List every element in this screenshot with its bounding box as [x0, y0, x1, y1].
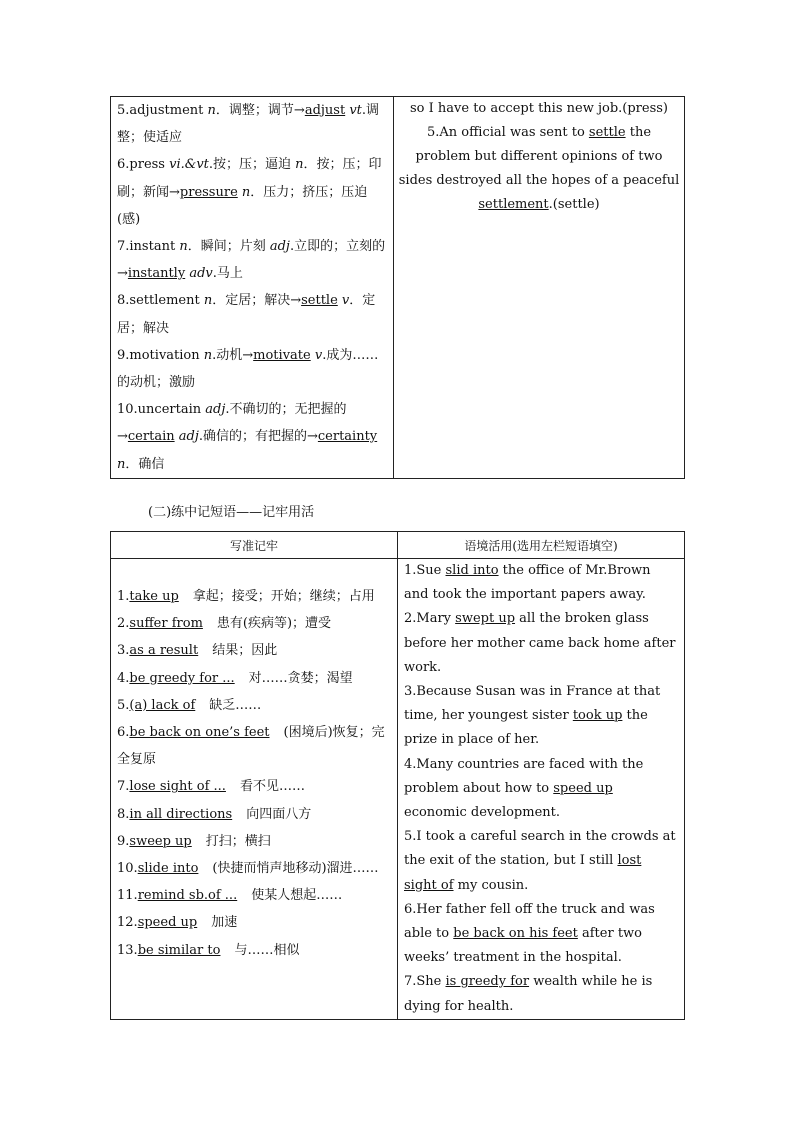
text: 4.Many countries are faced with the problem about how to	[404, 756, 644, 796]
answer-blank: swept up	[455, 611, 516, 627]
text: 10.uncertain	[117, 402, 206, 418]
phrase-number: 1.	[117, 589, 130, 604]
answer-blank: certain	[127, 429, 175, 445]
vocab-list	[111, 97, 394, 479]
phrase-answer: suffer from	[129, 616, 203, 632]
phrase-meaning: 加速	[211, 915, 238, 931]
text: ．确信	[125, 456, 165, 472]
answer-blank: be back on his feet	[453, 926, 578, 942]
phrase-number: 9.	[117, 833, 130, 849]
text: wealth while he is dying for health.	[404, 974, 653, 1014]
phrase-item	[117, 828, 391, 855]
answer-blank: speed up	[553, 780, 613, 796]
context-column-header: 语境活用(选用左栏短语填空)	[398, 532, 685, 559]
phrase-answer: sweep up	[129, 833, 192, 849]
phrase-meaning: 使某人想起……	[251, 888, 343, 904]
phrase-item	[117, 692, 391, 719]
text: 9.motivation	[117, 347, 204, 363]
part-of-speech: v	[310, 347, 323, 363]
context-sentence	[404, 970, 678, 1018]
text: economic development.	[404, 805, 561, 821]
practice-sentence	[398, 97, 680, 121]
text: .(settle)	[548, 197, 600, 212]
phrase-answer: be similar to	[137, 942, 221, 958]
part-of-speech: n	[203, 293, 213, 309]
text: .按；压；逼迫	[208, 157, 296, 173]
phrase-meaning: (快捷而悄声地移动)溜进……	[212, 861, 379, 877]
vocab-table	[110, 96, 685, 479]
answer-blank: lost sight of	[404, 853, 642, 893]
phrase-item	[117, 773, 391, 800]
text: the prize in place of her.	[404, 708, 648, 748]
answer-blank: took up	[572, 708, 623, 724]
context-sentence	[404, 825, 678, 898]
text: ．定居；解决→	[212, 293, 302, 309]
text: .不确切的；无把握的→	[117, 402, 347, 445]
text: all the broken glass before her mother came back home after work.	[404, 611, 676, 675]
phrase-meaning: 拿起；接受；开始；继续；占用	[192, 589, 375, 604]
text: 7.She	[404, 974, 446, 990]
section-title: (二)练中记短语——记牢用活	[148, 505, 315, 520]
text: ．按；压；印刷；新闻→	[117, 157, 382, 200]
phrase-answer: (a) lack of	[129, 697, 196, 713]
phrase-number: 3.	[117, 643, 130, 659]
text: ．调整；调节→	[215, 103, 305, 118]
phrase-item	[117, 882, 391, 909]
phrase-meaning: 结果；因此	[212, 643, 278, 659]
text: 3.Because Susan was in France at that time, her youngest sister	[404, 684, 661, 724]
answer-blank: adjust	[304, 103, 346, 118]
phrase-item	[117, 937, 391, 964]
part-of-speech: adv	[185, 266, 213, 282]
answer-blank: pressure	[179, 184, 238, 200]
part-of-speech: adj	[174, 429, 199, 445]
phrase-item	[117, 719, 391, 773]
phrase-meaning: 患有(疾病等)；遭受	[216, 616, 332, 632]
answer-blank: settlement	[478, 197, 549, 212]
answer-blank: settle	[588, 125, 626, 140]
text: .动机→	[212, 347, 254, 363]
phrase-number: 7.	[117, 779, 130, 795]
phrase-answer: as a result	[129, 643, 199, 659]
phrase-answer: speed up	[137, 915, 198, 931]
phrase-answer: be greedy for ...	[129, 670, 235, 686]
part-of-speech: n	[295, 157, 304, 173]
vocab-entry	[117, 287, 387, 341]
text: 6.Her father fell off the truck and was able to	[404, 901, 655, 942]
phrase-answer: slide into	[137, 861, 199, 877]
phrase-column-header: 写准记牢	[111, 532, 398, 559]
answer-blank: is greedy for	[445, 974, 530, 990]
part-of-speech: vi.&vt	[169, 157, 209, 173]
text: .调整；使适应	[117, 103, 380, 146]
phrase-number: 6.	[117, 725, 130, 741]
text: 7.instant	[117, 239, 180, 255]
text: 6.press	[117, 157, 170, 173]
phrase-answer: take up	[129, 589, 179, 604]
text: .马上	[212, 266, 243, 282]
text: the office of Mr.Brown and took the important papers away.	[404, 563, 651, 603]
phrase-item	[117, 583, 391, 610]
vocab-entry	[117, 151, 387, 233]
part-of-speech: n	[179, 239, 188, 255]
text: my cousin.	[453, 877, 529, 893]
answer-blank: certainty	[317, 429, 378, 445]
text: .成为……的动机；激励	[117, 347, 379, 391]
answer-blank: instantly	[127, 266, 186, 282]
text: ．压力；挤压；压迫(感)	[117, 184, 368, 227]
phrase-item	[117, 610, 391, 637]
context-sentence	[404, 607, 678, 680]
phrase-item	[117, 665, 391, 692]
context-sentence	[404, 753, 678, 826]
context-sentence	[404, 898, 678, 971]
phrase-number: 10.	[117, 861, 138, 877]
context-sentence	[404, 559, 678, 607]
phrase-meaning: (困境后)恢复；完全复原	[117, 725, 385, 768]
text: 5.An official was sent to	[426, 125, 589, 140]
text: ．定居；解决	[117, 293, 376, 336]
phrase-number: 12.	[117, 915, 138, 931]
answer-blank: slid into	[445, 563, 499, 578]
text: 5.I took a careful search in the crowds at the exit of the station, but I still	[404, 829, 676, 869]
phrase-answer: remind sb.of ...	[137, 888, 238, 904]
context-sentences	[398, 559, 685, 1020]
text: .确信的；有把握的→	[198, 429, 318, 445]
part-of-speech: n	[207, 103, 216, 118]
part-of-speech: adj	[205, 402, 226, 418]
phrase-meaning: 对……贪婪；渴望	[248, 670, 353, 686]
text: 5.adjustment	[117, 103, 208, 118]
vocab-entry	[117, 342, 387, 396]
phrase-number: 5.	[117, 697, 130, 713]
phrase-meaning: 向四面八方	[246, 806, 312, 822]
part-of-speech: adj	[269, 239, 290, 255]
phrase-number: 2.	[117, 616, 130, 632]
phrase-item	[117, 909, 391, 936]
phrase-number: 4.	[117, 670, 130, 686]
phrase-meaning: 缺乏……	[209, 697, 262, 713]
text: .立即的；立刻的→	[117, 239, 386, 282]
vocab-entry	[117, 233, 387, 287]
phrase-table	[110, 531, 685, 1020]
phrase-item	[117, 801, 391, 828]
text: 2.Mary	[404, 611, 456, 627]
phrase-meaning: 与……相似	[234, 942, 300, 958]
text: after two weeks’ treatment in the hospital.	[404, 926, 642, 966]
vocab-practice	[394, 97, 685, 479]
vocab-entry	[117, 396, 387, 478]
phrase-meaning: 看不见……	[239, 779, 305, 795]
phrase-list	[111, 559, 398, 1020]
text: 1.Sue	[404, 563, 446, 578]
answer-blank: motivate	[253, 347, 311, 363]
text: 8.settlement	[117, 293, 204, 309]
phrase-number: 13.	[117, 942, 138, 958]
phrase-answer: lose sight of ...	[129, 779, 226, 795]
practice-sentence	[398, 121, 680, 217]
text: so I have to accept this new job.(press)	[410, 101, 668, 116]
text: ．瞬间；片刻	[187, 239, 270, 255]
phrase-item	[117, 855, 391, 882]
part-of-speech: n	[237, 184, 251, 200]
answer-blank: settle	[301, 293, 338, 309]
phrase-answer: be back on one’s feet	[129, 725, 270, 741]
part-of-speech: n	[117, 456, 126, 472]
vocab-entry	[117, 97, 387, 151]
phrase-number: 11.	[117, 888, 138, 904]
phrase-answer: in all directions	[129, 806, 233, 822]
phrase-number: 8.	[117, 806, 130, 822]
part-of-speech: v	[337, 293, 350, 309]
part-of-speech: n	[203, 347, 213, 363]
phrase-item	[117, 637, 391, 664]
part-of-speech: vt	[345, 103, 362, 118]
context-sentence	[404, 680, 678, 753]
phrase-meaning: 打扫；横扫	[205, 833, 271, 849]
text: the problem but different opinions of two sides destroyed all the hopes of a peaceful	[398, 125, 680, 188]
